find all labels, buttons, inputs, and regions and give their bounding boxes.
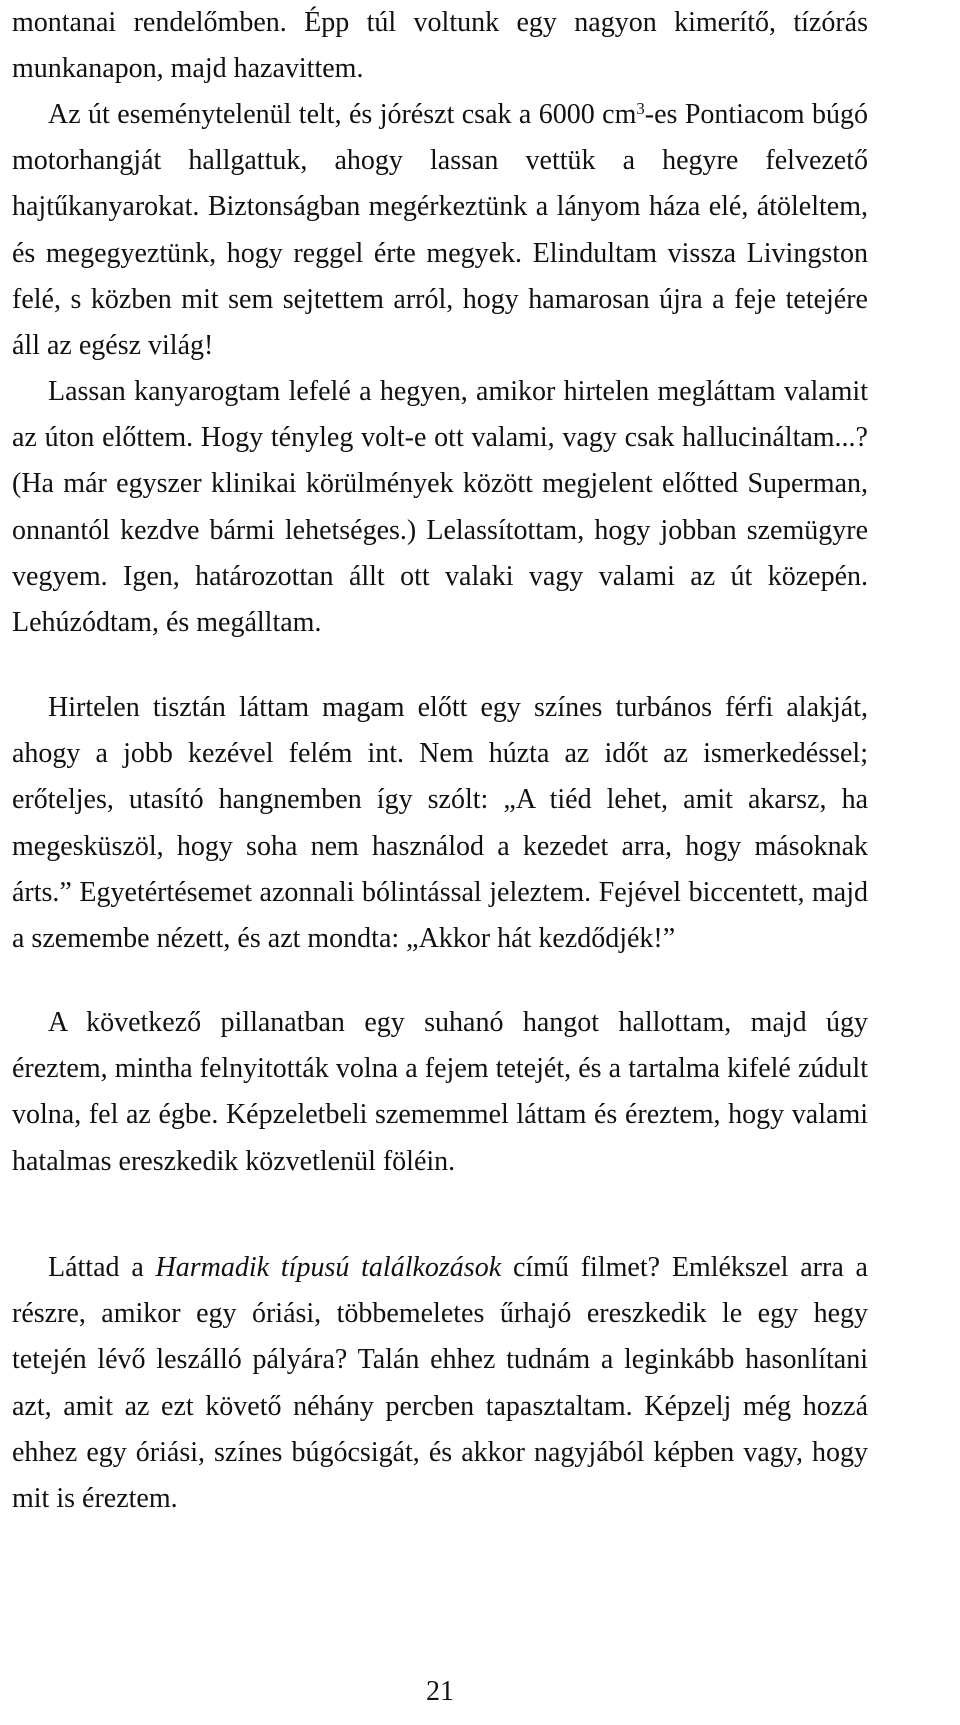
paragraph-6-part-a: Láttad a [48, 1252, 156, 1283]
paragraph-2 [12, 92, 868, 369]
film-title: Harmadik típusú találkozások [155, 1252, 502, 1283]
superscript-cube: 3 [636, 98, 645, 118]
paragraph-2-part-b: -es Pontiacom búgó motorhangját hallgattuk, ahogy lassan vettük a hegyre felvezető hajtűkanyarokat. Biztonságban megérkeztünk a lányom háza elé, átöleltem, és megegyeztünk, hogy reggel érte megyek. Elindultam vissza Livingston felé, s közben mit sem sejtettem arról, hogy hamarosan újra a feje tetejére áll az egész világ! [12, 99, 868, 362]
paragraph-4: Hirtelen tisztán láttam magam előtt egy színes turbános férfi alakját, ahogy a jobb kezével felém int. Nem húzta az időt az ismerkedéssel; erőteljes, utasító hangnemben így szólt: „A tiéd lehet, amit akarsz, ha megesküszöl, hogy soha nem használod a kezedet arra, hogy másoknak árts.” Egyetértésemet azonnali bólintással jeleztem. Fejével biccentett, majd a szemembe nézett, és azt mondta: „Akkor hát kezdődjék!” [12, 692, 868, 955]
paragraph-6-part-b: című filmet? Emlékszel arra a részre, amikor egy óriási, többemeletes űrhajó ereszkedik le egy hegy tetején lévő leszálló pályára? Talán ehhez tudnám a leginkább hasonlítani azt, amit az ezt követő néhány percben tapasztaltam. Képzelj még hozzá ehhez egy óriási, színes búgócsigát, és akkor nagyjából képben vagy, hogy mit is éreztem. [12, 1252, 868, 1515]
paragraph-3: Lassan kanyarogtam lefelé a hegyen, amikor hirtelen megláttam valamit az úton előttem. Hogy tényleg volt-e ott valami, vagy csak hallucináltam...? (Ha már egyszer klinikai körülmények között megjelent előtted Superman, onnantól kezdve bármi lehetséges.) Lelassítottam, hogy jobban szemügyre vegyem. Igen, határozottan állt ott valaki vagy valami az út közepén. Lehúzódtam, és megálltam. [12, 376, 868, 639]
paragraph-6 [12, 1245, 868, 1522]
paragraph-5: A következő pillanatban egy suhanó hangot hallottam, majd úgy éreztem, mintha felnyitották volna a fejem tetejét, és a tartalma kifelé zúdult volna, fel az égbe. Képzeletbeli szememmel láttam és éreztem, hogy valami hatalmas ereszkedik közvetlenül föléin. [12, 1007, 868, 1177]
paragraph-1: montanai rendelőmben. Épp túl voltunk egy nagyon kimerítő, tízórás munkanapon, majd hazavittem. [12, 7, 868, 85]
page-number: 21 [426, 1676, 454, 1707]
paragraph-2-part-a: Az út eseménytelenül telt, és jórészt csak a 6000 cm [48, 99, 637, 130]
